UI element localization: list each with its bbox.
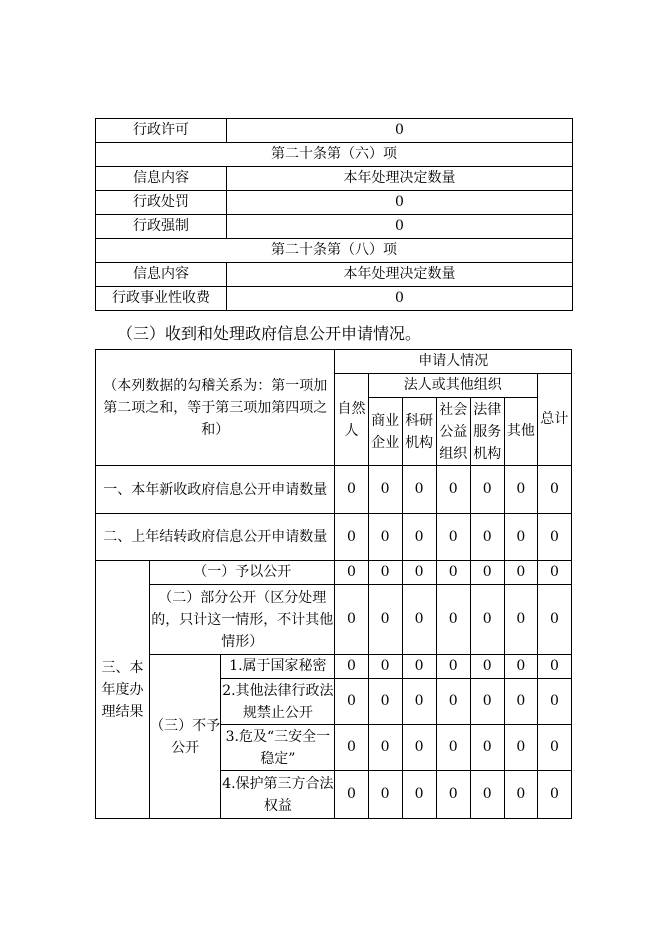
row-value: 0 <box>227 191 573 215</box>
cell-other: 0 <box>504 585 537 655</box>
cell-natural: 0 <box>335 585 368 655</box>
cell-research: 0 <box>402 466 436 514</box>
cell-social: 0 <box>436 725 470 771</box>
cell-social: 0 <box>436 771 470 819</box>
legal-group-header: 法人或其他组织 <box>368 374 537 398</box>
cell-social: 0 <box>436 679 470 725</box>
cell-research: 0 <box>402 514 436 561</box>
cell-other: 0 <box>504 561 537 585</box>
header-content: 信息内容 <box>96 263 227 287</box>
table-row <box>96 655 572 679</box>
cell-business: 0 <box>368 679 402 725</box>
cell-business: 0 <box>368 771 402 819</box>
cell-legal-service: 0 <box>470 771 504 819</box>
row-label: 一、本年新收政府信息公开申请数量 <box>96 466 335 514</box>
cell-natural: 0 <box>335 561 368 585</box>
other-header: 其他 <box>504 398 537 466</box>
cell-research: 0 <box>402 725 436 771</box>
cell-total: 0 <box>537 466 571 514</box>
application-table <box>95 349 572 819</box>
research-header: 科研机构 <box>402 398 436 466</box>
row-label: 行政许可 <box>96 119 227 143</box>
cell-social: 0 <box>436 585 470 655</box>
legal-service-header: 法律服务机构 <box>470 398 504 466</box>
table-row <box>96 585 572 655</box>
cell-legal-service: 0 <box>470 655 504 679</box>
cell-other: 0 <box>504 725 537 771</box>
row-label: 1.属于国家秘密 <box>221 655 335 679</box>
table-row <box>96 119 573 143</box>
cell-natural: 0 <box>335 655 368 679</box>
cell-business: 0 <box>368 585 402 655</box>
cell-natural: 0 <box>335 725 368 771</box>
table-section-header <box>96 239 573 263</box>
total-header: 总计 <box>537 374 571 466</box>
row-label: （一）予以公开 <box>150 561 335 585</box>
cell-business: 0 <box>368 466 402 514</box>
row-label: 二、上年结转政府信息公开申请数量 <box>96 514 335 561</box>
table-row <box>96 215 573 239</box>
cell-natural: 0 <box>335 514 368 561</box>
cell-social: 0 <box>436 466 470 514</box>
row-label: 3.危及“三安全一稳定” <box>221 725 335 771</box>
cell-natural: 0 <box>335 771 368 819</box>
cell-social: 0 <box>436 655 470 679</box>
cell-other: 0 <box>504 466 537 514</box>
cell-research: 0 <box>402 585 436 655</box>
row-label: 行政强制 <box>96 215 227 239</box>
row-label: 4.保护第三方合法权益 <box>221 771 335 819</box>
cell-total: 0 <box>537 771 571 819</box>
cell-other: 0 <box>504 655 537 679</box>
section-title: （三）收到和处理政府信息公开申请情况。 <box>117 324 422 343</box>
cell-total: 0 <box>537 655 571 679</box>
row-value: 0 <box>227 215 573 239</box>
header-count: 本年处理决定数量 <box>227 167 573 191</box>
table-row <box>96 191 573 215</box>
cell-legal-service: 0 <box>470 585 504 655</box>
result-label: 三、本年度办理结果 <box>96 561 150 819</box>
row-label: 行政处罚 <box>96 191 227 215</box>
table-row <box>96 466 572 514</box>
cell-other: 0 <box>504 771 537 819</box>
row-label: （二）部分公开（区分处理的，只计这一情形，不计其他情形） <box>150 585 335 655</box>
cell-research: 0 <box>402 655 436 679</box>
cell-business: 0 <box>368 514 402 561</box>
table-header-row <box>96 167 573 191</box>
disposal-table <box>95 118 573 311</box>
cell-legal-service: 0 <box>470 679 504 725</box>
section-header: 第二十条第（六）项 <box>96 143 573 167</box>
cell-social: 0 <box>436 514 470 561</box>
cell-business: 0 <box>368 655 402 679</box>
social-header: 社会公益组织 <box>436 398 470 466</box>
cell-total: 0 <box>537 725 571 771</box>
cell-total: 0 <box>537 679 571 725</box>
natural-person-header: 自然人 <box>335 374 368 466</box>
table-section-header <box>96 143 573 167</box>
cell-research: 0 <box>402 561 436 585</box>
cell-other: 0 <box>504 514 537 561</box>
cell-total: 0 <box>537 514 571 561</box>
table-row <box>96 561 572 585</box>
cell-natural: 0 <box>335 466 368 514</box>
cell-legal-service: 0 <box>470 561 504 585</box>
cell-business: 0 <box>368 725 402 771</box>
cell-business: 0 <box>368 561 402 585</box>
cell-total: 0 <box>537 585 571 655</box>
note-text: （本列数据的勾稽关系为：第一项加第二项之和，等于第三项加第四项之和） <box>103 377 328 438</box>
header-content: 信息内容 <box>96 167 227 191</box>
row-label: 2.其他法律行政法规禁止公开 <box>221 679 335 725</box>
row-value: 0 <box>227 287 573 311</box>
cell-total: 0 <box>537 561 571 585</box>
table-header-row <box>96 263 573 287</box>
cell-social: 0 <box>436 561 470 585</box>
note-cell <box>96 350 335 466</box>
row-value: 0 <box>227 119 573 143</box>
cell-research: 0 <box>402 771 436 819</box>
cell-natural: 0 <box>335 679 368 725</box>
not-open-label: （三）不予公开 <box>150 655 221 819</box>
section-header: 第二十条第（八）项 <box>96 239 573 263</box>
cell-legal-service: 0 <box>470 514 504 561</box>
cell-research: 0 <box>402 679 436 725</box>
cell-other: 0 <box>504 679 537 725</box>
table-row <box>96 287 573 311</box>
cell-legal-service: 0 <box>470 725 504 771</box>
cell-legal-service: 0 <box>470 466 504 514</box>
row-label: 行政事业性收费 <box>96 287 227 311</box>
table-header-row <box>96 350 572 374</box>
business-header: 商业企业 <box>368 398 402 466</box>
header-count: 本年处理决定数量 <box>227 263 573 287</box>
applicant-header: 申请人情况 <box>335 350 572 374</box>
table-row <box>96 514 572 561</box>
